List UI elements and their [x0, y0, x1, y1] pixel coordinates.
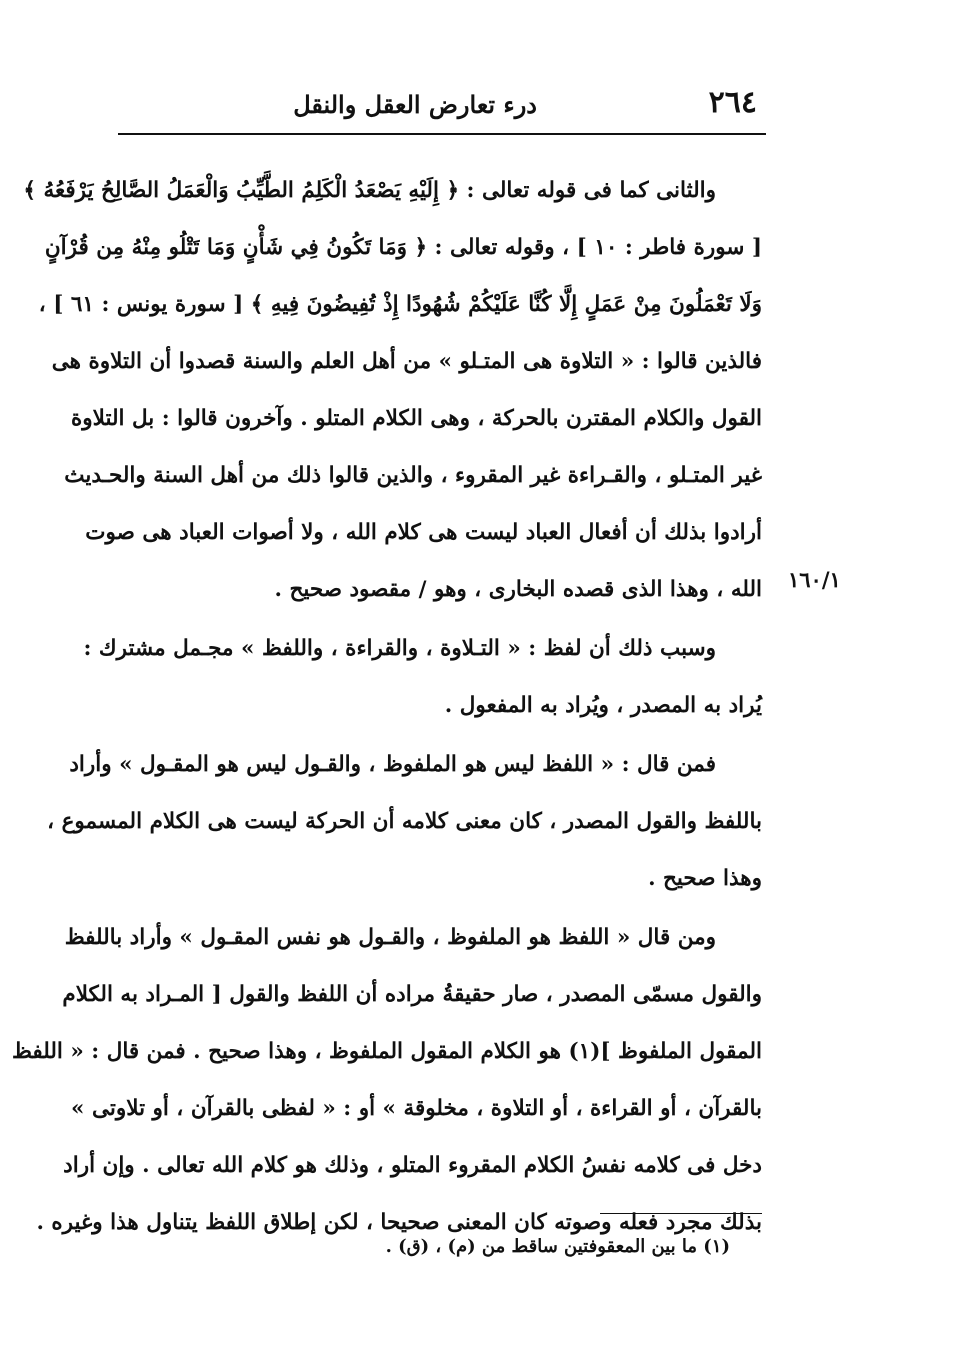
text-line: وَلَا تَعْمَلُونَ مِنْ عَمَلٍ إِلَّا كُنَّا عَلَيْكُمْ شُهُودًا إِذْ تُفِيضُونَ فِيهِ ﴾ [ سورة يونس : ٦١ ] ،	[38, 292, 762, 317]
text-line: فالذين قالوا : « التلاوة هى المتـلو » من أهل العلم والسنة قصدوا أن التلاوة هى	[51, 349, 762, 374]
text-line: بذلك مجرد فعله وصوته كان المعنى صحيحا ، لكن إطلاق اللفظ يتناول هذا وغيره .	[36, 1210, 762, 1235]
text-line: باللفظ والقول المصدر ، كان معنى كلامه أن الحركة ليست هى الكلام المسموع ،	[47, 809, 762, 834]
text-line: يُراد به المصدر ، ويُراد به المفعول .	[444, 693, 762, 718]
header-rule	[118, 133, 766, 135]
text-line: الله ، وهذا الذى قصده البخارى ، وهو / مقصود صحيح .	[274, 577, 762, 602]
text-line: وسبب ذلك أن لفظ : « التـلاوة ، والقراءة ، واللفظ » مجـمل مشترك :	[83, 636, 716, 661]
text-line: دخل فى كلامه نفسُ الكلام المقروء المتلو ، وذلك هو كلام الله تعالى . وإن أراد	[63, 1153, 762, 1178]
running-title: درء تعارض العقل والنقل	[293, 90, 537, 119]
text-line: أرادوا بذلك أن أفعال العباد ليست هى كلام الله ، ولا أصوات العباد هى صوت	[85, 520, 762, 545]
text-line: بالقرآن ، أو القراءة ، أو التلاوة ، مخلوقة » أو : « لفظى بالقرآن ، أو تلاوتى »	[71, 1096, 762, 1121]
text-line: والقول مسمّى المصدر ، صار حقيقةُ مراده أن اللفظ والقول [ المـراد به الكلام	[62, 982, 762, 1007]
page-number: ٢٦٤	[708, 85, 757, 120]
text-line: وهذا صحيح .	[648, 866, 762, 891]
text-line: [ سورة فاطر : ١٠ ] ، وقوله تعالى : ﴿ وَمَا تَكُونُ فِي شَأْنٍ وَمَا تَتْلُو مِنْهُ مِن قُرْآنٍ	[44, 235, 762, 260]
text-line: غير المتـلو ، والقـراءة غير المقروء ، والذين قالوا ذلك من أهل السنة والحـديث	[64, 463, 762, 488]
page-header	[120, 84, 765, 124]
text-line: القول والكلام المقترن بالحركة ، وهى الكلام المتلو . وآخرون قالوا : بل التلاوة	[70, 406, 762, 431]
footnote: (١) ما بين المعقوفتين ساقط من (م) ، (ق) .	[385, 1236, 730, 1257]
text-line: المقول الملفوظ ](١) هو الكلام المقول الملفوظ ، وهذا صحيح . فمن قال : « اللفظ	[11, 1039, 762, 1064]
text-line: ومن قال « اللفظ هو الملفوظ ، والقـول هو نفس المقـول » وأراد باللفظ	[64, 925, 716, 950]
footnote-rule	[600, 1213, 762, 1214]
body-text	[11, 162, 762, 1251]
text-line: والثانى كما فى قوله تعالى : ﴿ إِلَيْهِ يَصْعَدُ الْكَلِمُ الطَّيِّبُ وَالْعَمَلُ الصَّالِحُ يَرْفَعُهُ ﴾	[23, 178, 716, 203]
text-line: فمن قال : « اللفظ ليس هو الملفوظ ، والقـول ليس هو المقـول » وأراد	[69, 752, 716, 777]
margin-page-reference: ١٦٠/١	[788, 567, 841, 592]
